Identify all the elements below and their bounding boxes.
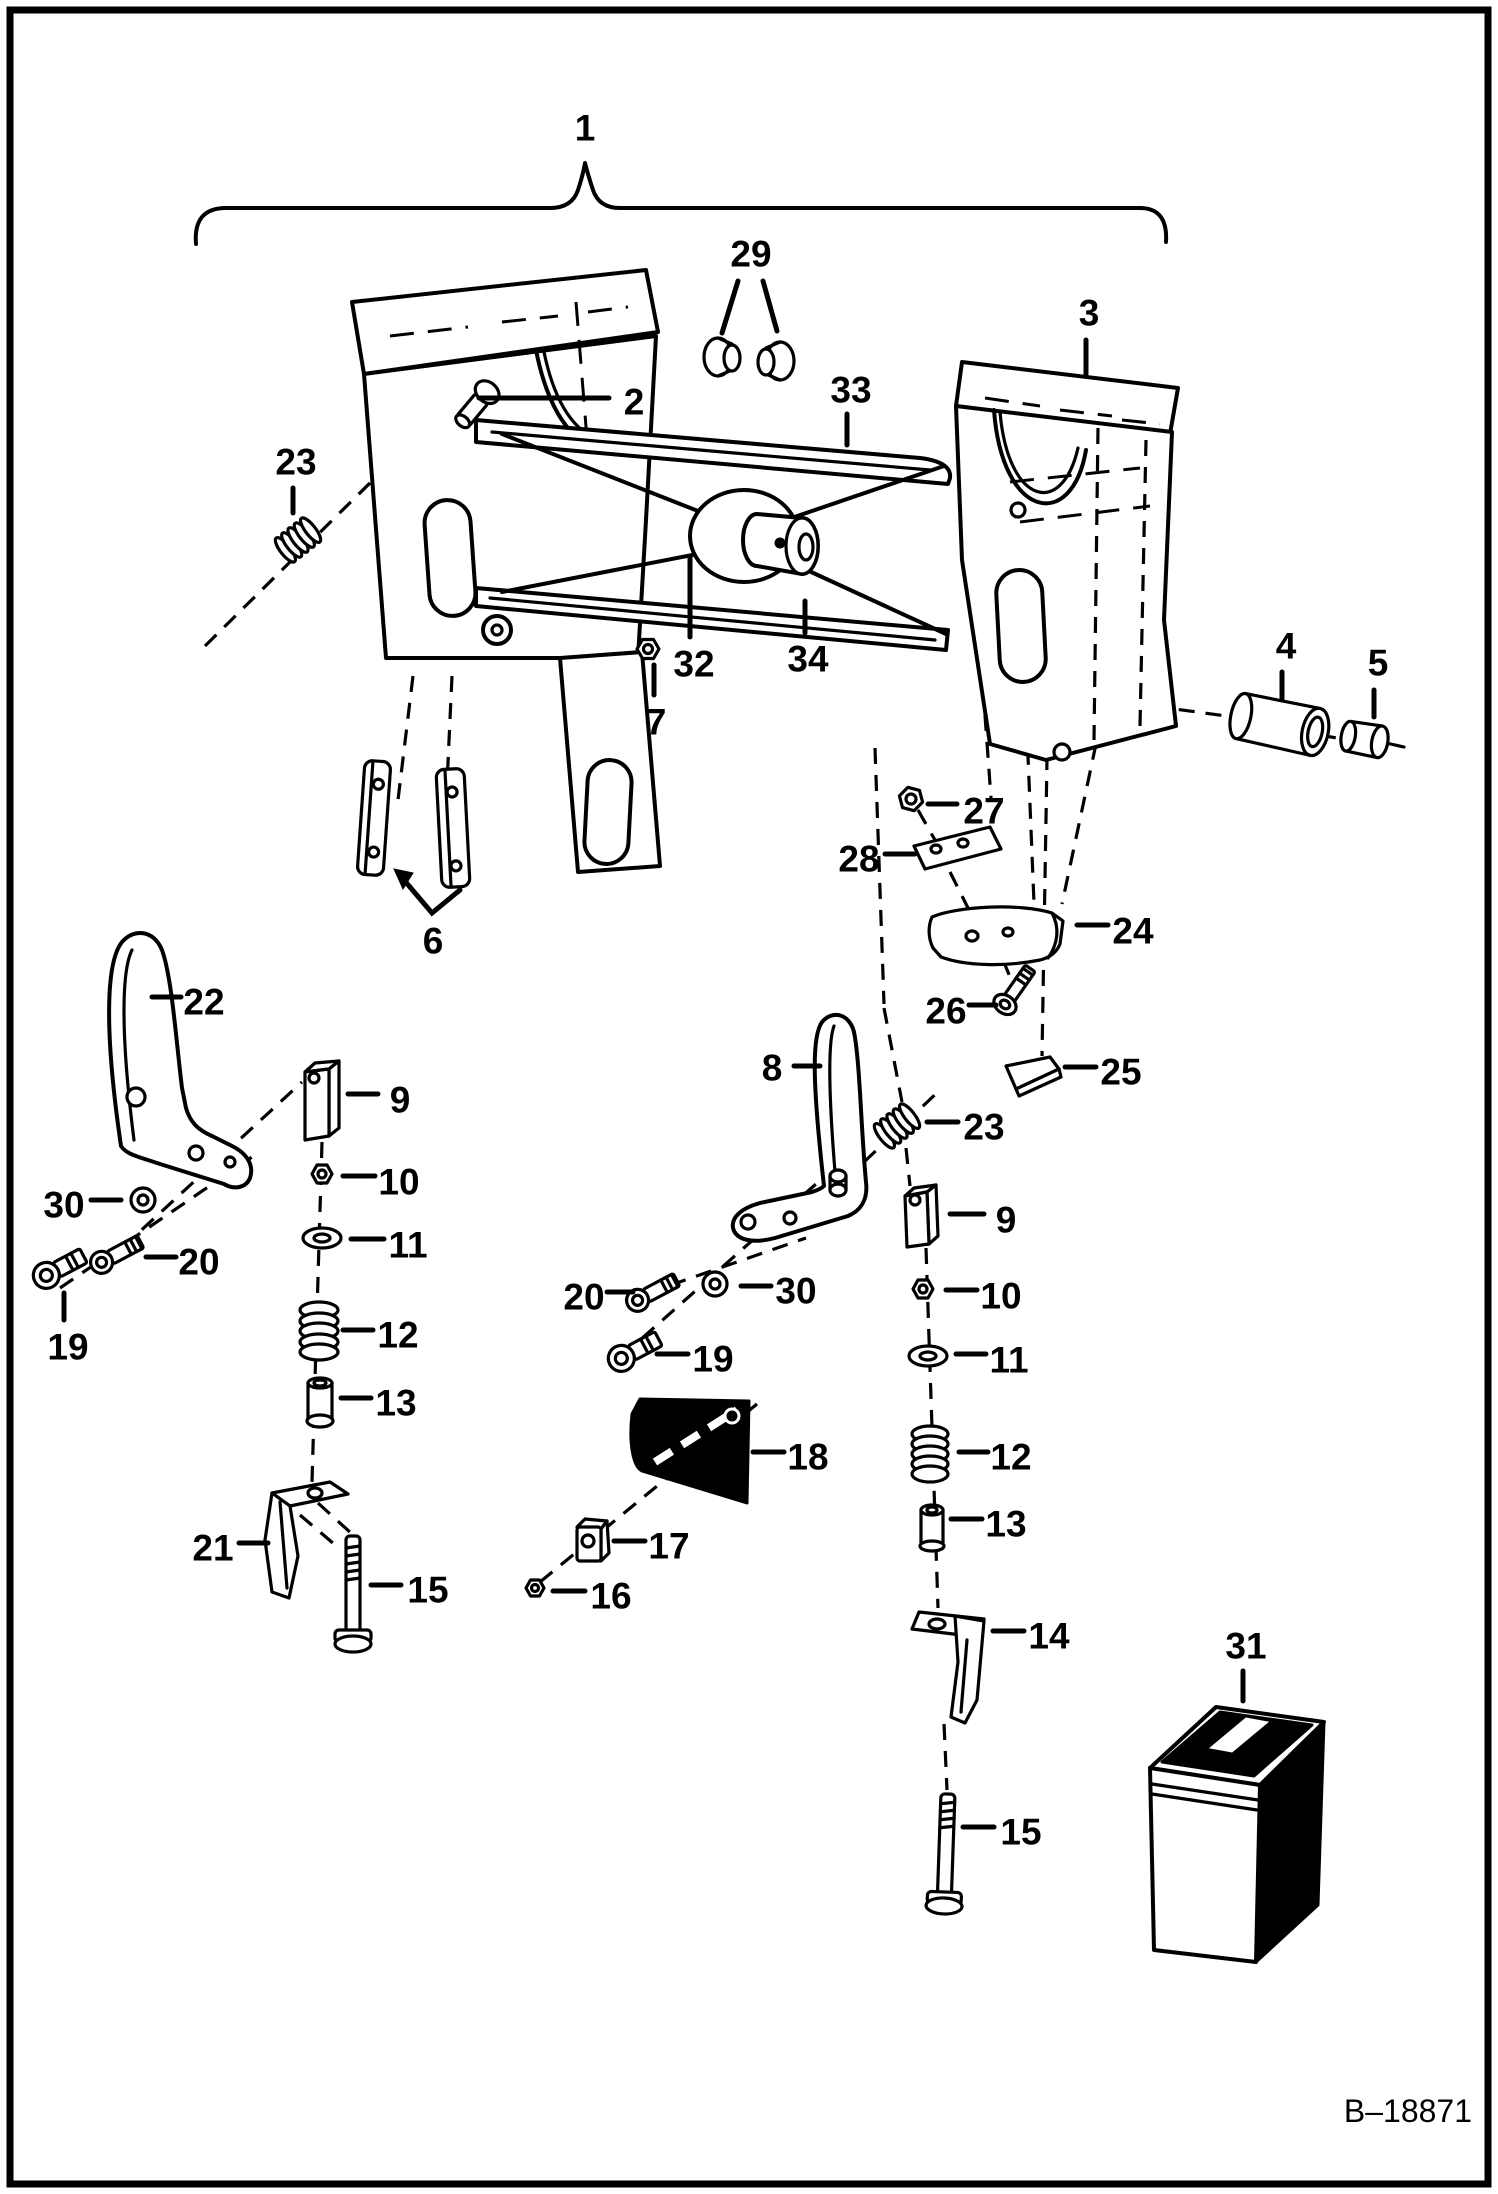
part-15-bolt-left <box>335 1536 371 1652</box>
callout-12a: 12 <box>377 1314 419 1356</box>
part-27-flange-nut <box>897 786 926 812</box>
part-10-nut-left <box>312 1165 332 1183</box>
figure-code: B–18871 <box>1343 2093 1472 2129</box>
callout-20a: 20 <box>178 1241 220 1283</box>
callout-30b: 30 <box>775 1270 817 1312</box>
callout-leader-29-b <box>763 281 777 331</box>
part-14-wedge-right <box>912 1612 984 1723</box>
callout-19a: 19 <box>47 1326 89 1368</box>
lever-pivot-pin <box>830 1170 846 1196</box>
callout-9a: 9 <box>389 1079 411 1121</box>
part-4-spacer-tube <box>1226 691 1333 759</box>
callout-10a: 10 <box>378 1161 420 1203</box>
callout-33: 33 <box>830 369 872 411</box>
part-10-nut-right <box>913 1280 933 1298</box>
callout-leader-29 <box>722 281 738 333</box>
part-20-bolt-left <box>87 1232 146 1277</box>
part-21-wedge-left <box>265 1482 348 1598</box>
part-11-washer-right <box>909 1346 947 1366</box>
callout-16: 16 <box>590 1575 632 1617</box>
assembly-dashed-lines <box>60 398 1404 1790</box>
part-19-bolt-center <box>604 1327 665 1376</box>
part-29-bushings <box>704 338 794 380</box>
callout-9b: 9 <box>995 1199 1017 1241</box>
callout-29: 29 <box>730 233 772 275</box>
callout-13b: 13 <box>985 1503 1027 1545</box>
callout-30a: 30 <box>43 1184 85 1226</box>
callout-6: 6 <box>422 920 444 962</box>
part-28-wear-plate <box>914 827 1001 869</box>
part-12-spring-left <box>300 1302 338 1360</box>
callout-20b: 20 <box>563 1276 605 1318</box>
right-mount-plate <box>956 362 1178 760</box>
callout-18: 18 <box>787 1436 829 1478</box>
part-22-lever-left <box>109 933 251 1187</box>
callout-5: 5 <box>1367 642 1389 684</box>
part-6-shim-strips <box>357 760 470 887</box>
callout-25: 25 <box>1100 1051 1142 1093</box>
callout-8: 8 <box>761 1047 783 1089</box>
callout-27: 27 <box>963 790 1005 832</box>
part-18-control-plate <box>631 1399 749 1503</box>
callout-10b: 10 <box>980 1275 1022 1317</box>
part-7-nut <box>637 640 659 659</box>
part-16-nut <box>526 1580 544 1596</box>
callout-13a: 13 <box>375 1382 417 1424</box>
part-30-washer-left <box>131 1188 155 1212</box>
part-9-block-left <box>305 1061 339 1140</box>
callout-1: 1 <box>574 107 596 149</box>
part-11-washer-left <box>303 1228 341 1248</box>
callout-2: 2 <box>623 381 645 423</box>
part-25-wedge-shim <box>1006 1057 1061 1096</box>
callout-23a: 23 <box>275 441 317 483</box>
pivot-hub-and-bushing <box>690 490 818 582</box>
part-24-ramp-plate <box>929 907 1063 965</box>
callout-23b: 23 <box>963 1106 1005 1148</box>
part-30-washer-center <box>703 1272 727 1296</box>
part-19-bolt-left <box>29 1244 90 1293</box>
callout-21: 21 <box>192 1527 234 1569</box>
part-13-sleeve-right <box>920 1505 944 1551</box>
part-23-spring-upper <box>272 515 324 564</box>
callout-22: 22 <box>183 981 225 1023</box>
callout-7: 7 <box>645 701 667 743</box>
part-13-sleeve-left <box>307 1378 333 1427</box>
callout-19b: 19 <box>692 1338 734 1380</box>
callout-14: 14 <box>1028 1615 1070 1657</box>
callout-24: 24 <box>1112 910 1154 952</box>
callout-15b: 15 <box>1000 1811 1042 1853</box>
part-9-block-right <box>905 1185 938 1247</box>
callout-34: 34 <box>787 638 829 680</box>
callout-4: 4 <box>1275 625 1297 667</box>
part-31-box <box>1150 1707 1324 1962</box>
callout-31: 31 <box>1225 1625 1267 1667</box>
part-26-bolt <box>990 962 1040 1019</box>
callout-28: 28 <box>838 838 880 880</box>
part-12-spring-right <box>912 1426 948 1482</box>
callout-17: 17 <box>648 1525 690 1567</box>
part-23-spring-center <box>871 1101 923 1150</box>
callout-12b: 12 <box>990 1436 1032 1478</box>
part-15-bolt-bottom <box>926 1793 966 1914</box>
part-5-roll-pin <box>1339 719 1391 759</box>
group-brace <box>196 163 1166 244</box>
part-17-clip <box>577 1519 609 1561</box>
callout-11b: 11 <box>989 1339 1029 1381</box>
callout-11a: 11 <box>388 1224 428 1266</box>
part-8-lever-center <box>733 1015 867 1241</box>
callout-15a: 15 <box>407 1569 449 1611</box>
callout-32: 32 <box>673 643 715 685</box>
callout-3: 3 <box>1078 292 1100 334</box>
callout-26: 26 <box>925 990 967 1032</box>
